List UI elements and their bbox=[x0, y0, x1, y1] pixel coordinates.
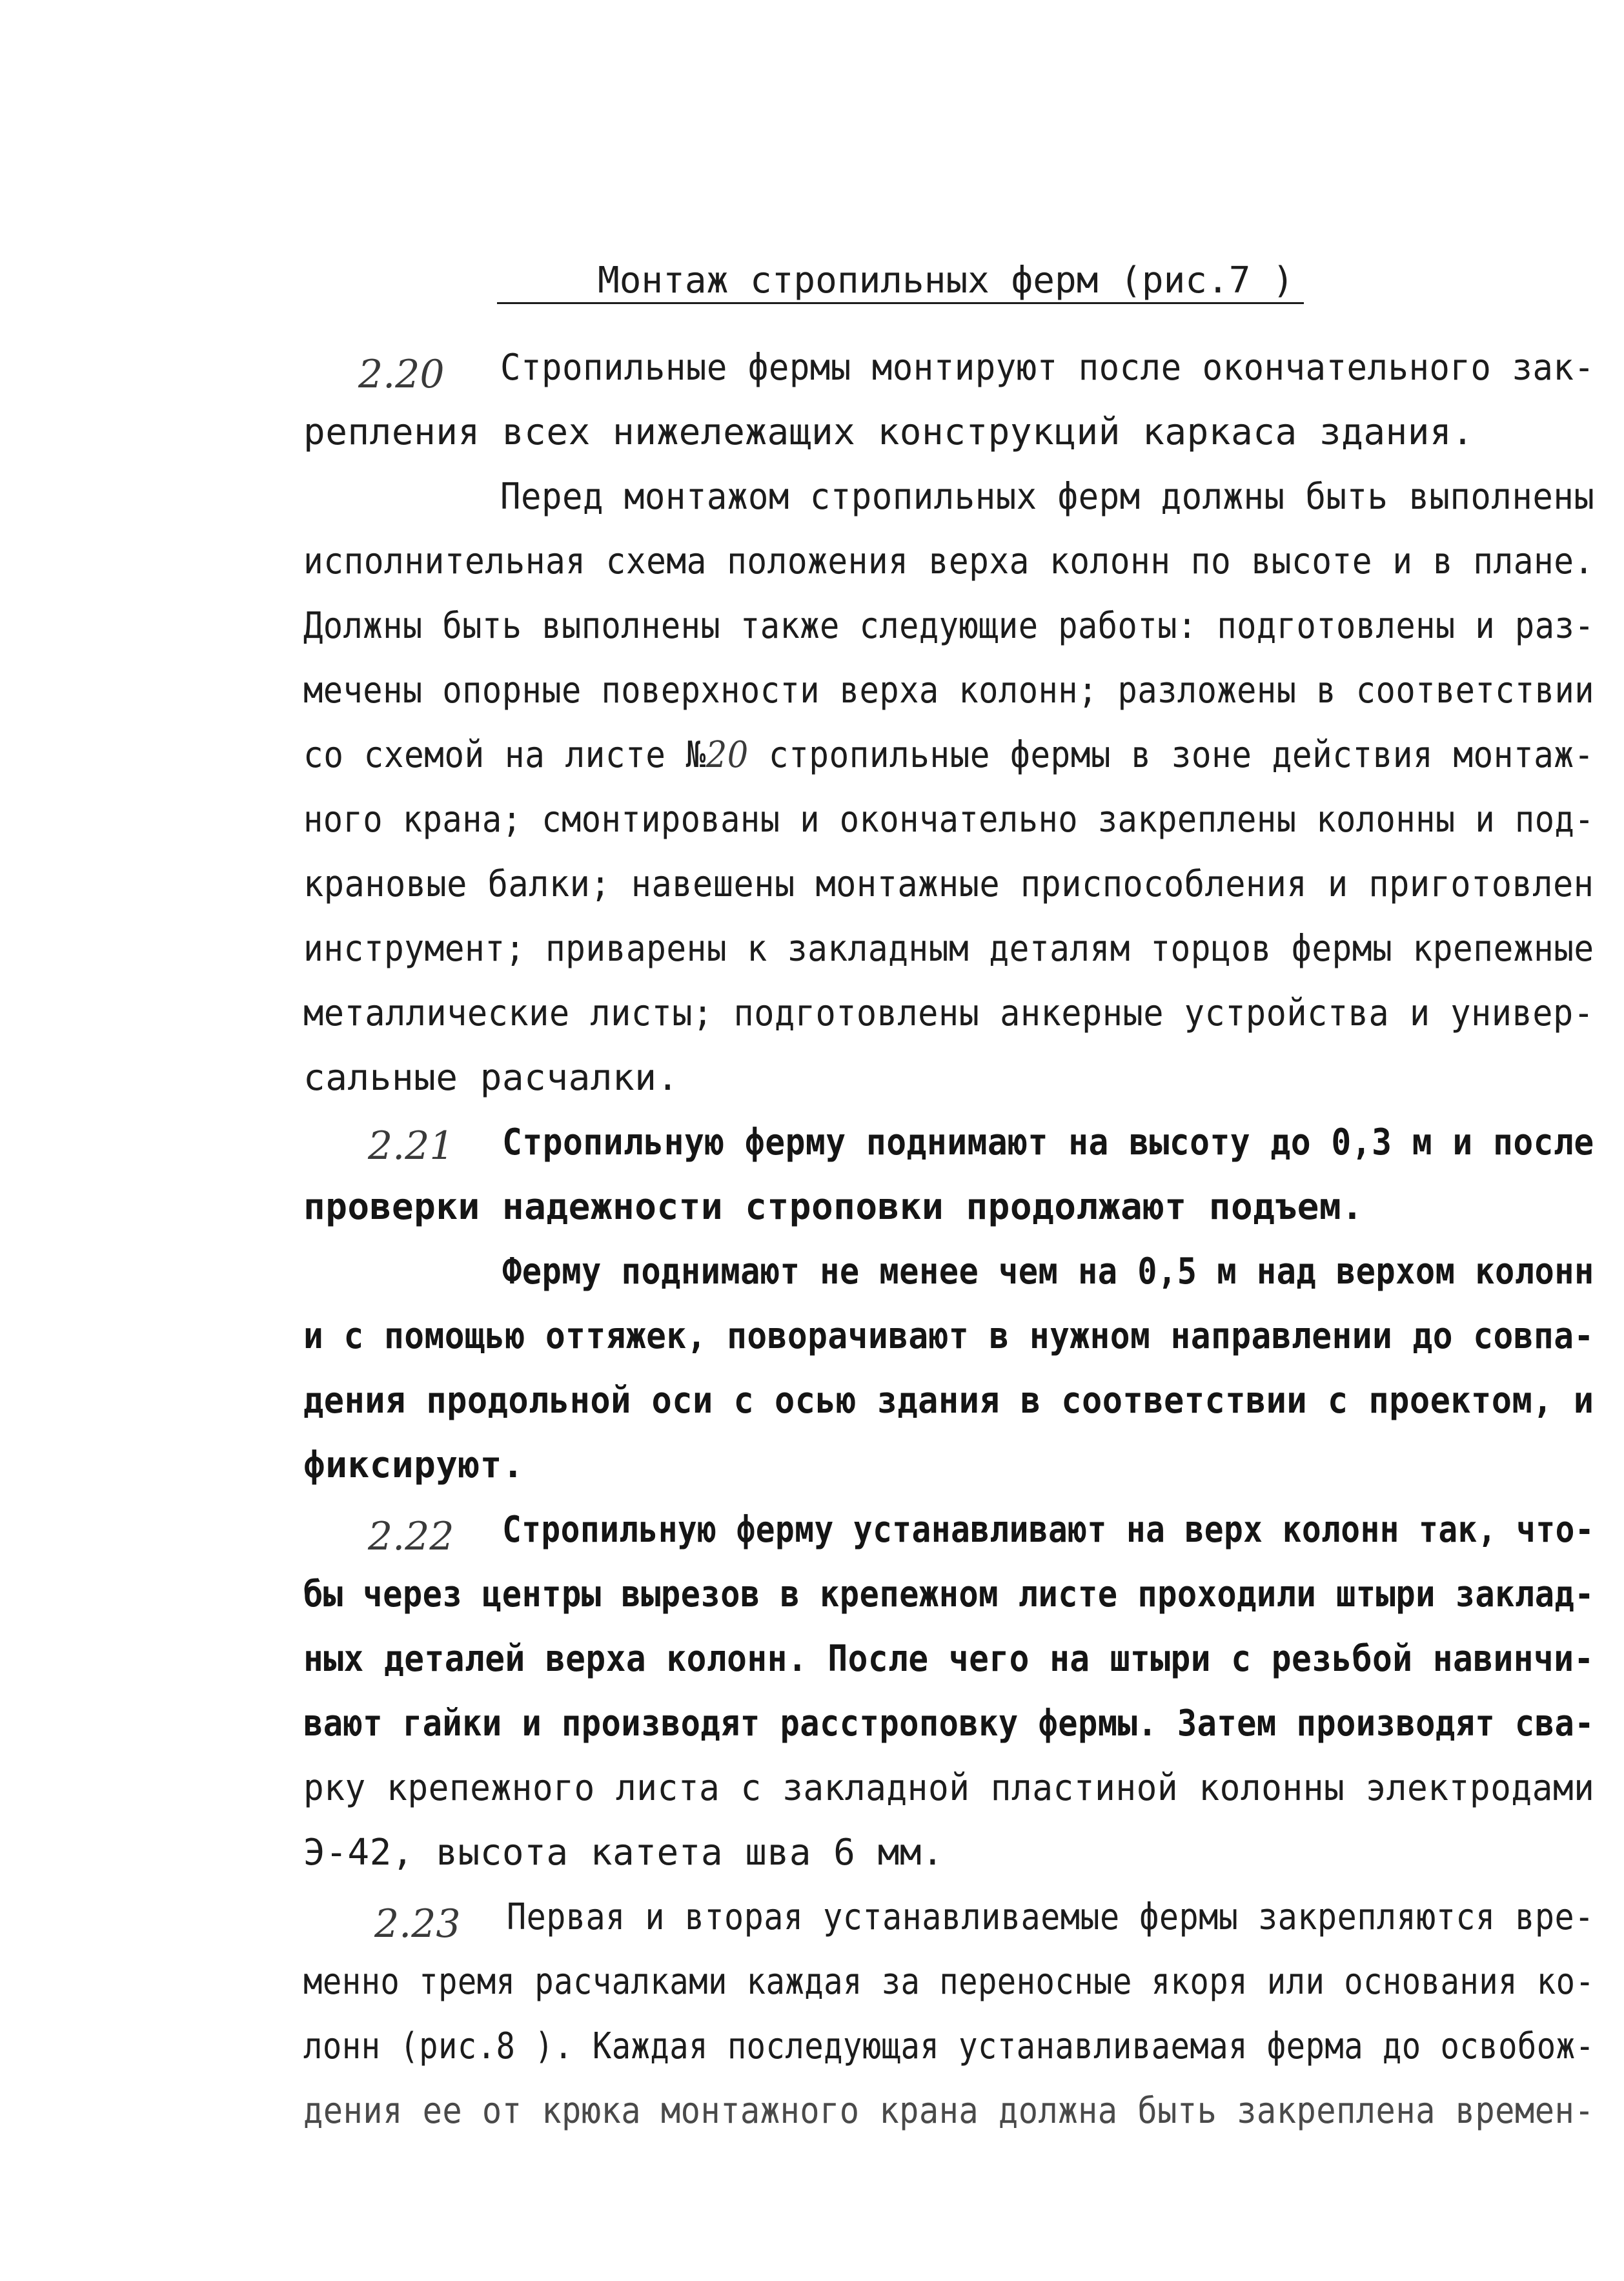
text-line: менно тремя расчалками каждая за переносные якоря или основания ко- bbox=[303, 1961, 1595, 2003]
heading-text: Монтаж стропильных ферм (рис.7 ) bbox=[598, 260, 1294, 302]
text-line: дения продольной оси с осью здания в соответствии с проектом, и bbox=[303, 1380, 1594, 1422]
text-line: Стропильную ферму поднимают на высоту до 0,3 м и после bbox=[502, 1121, 1594, 1163]
text-line: фиксируют. bbox=[303, 1444, 525, 1486]
heading-underline bbox=[497, 302, 1304, 304]
text-line: Ферму поднимают не менее чем на 0,5 м над верхом колонн bbox=[502, 1251, 1594, 1293]
text-line: металлические листы; подготовлены анкерные устройства и универ- bbox=[303, 992, 1594, 1034]
text-line: мечены опорные поверхности верха колонн; разложены в соответствии bbox=[303, 670, 1595, 711]
text-line: бы через центры вырезов в крепежном листе проходили штыри заклад- bbox=[303, 1573, 1595, 1615]
text-line: проверки надежности строповки продолжают подъем. bbox=[303, 1186, 1364, 1228]
text-line: крановые балки; навешены монтажные приспособления и приготовлен bbox=[303, 863, 1594, 905]
sheet-number: 20 bbox=[705, 734, 749, 776]
text-line: репления всех нижележащих конструкций каркаса здания. bbox=[303, 411, 1474, 453]
text-line: ных деталей верха колонн. После чего на штыри с резьбой навинчи- bbox=[303, 1638, 1594, 1680]
text-fragment: стропильные фермы в зоне действия монтаж- bbox=[768, 734, 1594, 776]
paragraph-number: 2.23 bbox=[374, 1901, 461, 1947]
text-line: вают гайки и производят расстроповку фермы. Затем производят сва- bbox=[303, 1703, 1595, 1744]
text-line: рку крепежного листа с закладной пластиной колонны электродами bbox=[303, 1767, 1595, 1809]
text-line: Первая и вторая устанавливаемые фермы закрепляются вре- bbox=[507, 1896, 1594, 1938]
text-line: и с помощью оттяжек, поворачивают в нужном направлении до совпа- bbox=[303, 1315, 1594, 1357]
paragraph-number: 2.20 bbox=[358, 352, 445, 397]
paragraph-number: 2.21 bbox=[368, 1123, 454, 1169]
text-line: Стропильную ферму устанавливают на верх колонн так, что- bbox=[502, 1509, 1595, 1551]
text-line: инструмент; приварены к закладным деталям торцов фермы крепежные bbox=[303, 928, 1594, 970]
text-line: ного крана; смонтированы и окончательно закреплены колонны и под- bbox=[303, 799, 1595, 841]
text-line: исполнительная схема положения верха колонн по высоте и в плане. bbox=[303, 540, 1594, 582]
text-line: сальные расчалки. bbox=[303, 1057, 679, 1099]
text-line: Стропильные фермы монтируют после окончательного зак- bbox=[500, 347, 1595, 389]
text-line: лонн (рис.8 ). Каждая последующая устанавливаемая ферма до освобож- bbox=[303, 2025, 1595, 2067]
text-line: Должны быть выполнены также следующие работы: подготовлены и раз- bbox=[303, 605, 1595, 647]
text-line bbox=[303, 733, 1594, 778]
text-line: Э-42, высота катета шва 6 мм. bbox=[303, 1832, 944, 1874]
text-line: Перед монтажом стропильных ферм должны быть выполнены bbox=[500, 476, 1595, 518]
paragraph-number: 2.22 bbox=[368, 1514, 454, 1559]
text-line: дения ее от крюка монтажного крана должна быть закреплена времен- bbox=[303, 2090, 1595, 2132]
text-fragment: со схемой на листе № bbox=[303, 734, 706, 776]
